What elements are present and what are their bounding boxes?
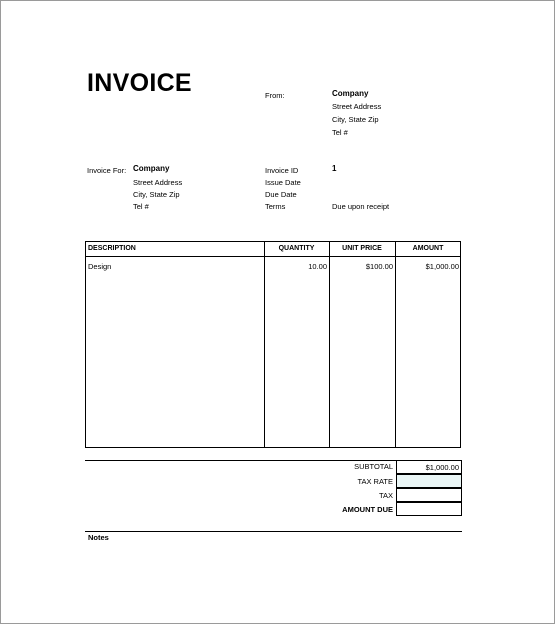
row-amount: $1,000.00 (425, 262, 459, 271)
due-date-label: Due Date (265, 190, 297, 199)
column-divider (264, 242, 265, 447)
row-description: Design (88, 262, 112, 271)
row-quantity: 10.00 (308, 262, 327, 271)
tax-rate-field[interactable] (396, 474, 462, 488)
invoice-title: INVOICE (87, 69, 192, 97)
subtotal-value: $1,000.00 (396, 460, 462, 474)
notes-divider (85, 531, 462, 532)
invoice-id-label: Invoice ID (265, 166, 299, 175)
terms-label: Terms (265, 202, 286, 211)
terms-value: Due upon receipt (332, 202, 390, 211)
from-tel: Tel # (332, 128, 348, 137)
subtotal-label: SUBTOTAL (354, 462, 393, 471)
bill-to-street: Street Address (133, 178, 183, 187)
notes-label: Notes (88, 533, 109, 542)
column-divider (395, 242, 396, 447)
line-items-table (85, 241, 461, 448)
amount-due-label: AMOUNT DUE (342, 505, 393, 514)
bill-to-tel: Tel # (133, 202, 149, 211)
from-label: From: (265, 91, 285, 100)
issue-date-label: Issue Date (265, 178, 301, 187)
tax-value (396, 488, 462, 502)
tax-label: TAX (378, 491, 393, 500)
row-unit-price: $100.00 (365, 262, 393, 271)
invoice-id-value: 1 (332, 164, 337, 173)
header-unit-price: UNIT PRICE (342, 245, 382, 252)
bill-to-company: Company (133, 164, 170, 173)
from-city: City, State Zip (332, 115, 379, 124)
tax-rate-label: TAX RATE (357, 477, 393, 486)
column-divider (329, 242, 330, 447)
from-street: Street Address (332, 102, 382, 111)
header-description: DESCRIPTION (88, 245, 136, 252)
bill-to-city: City, State Zip (133, 190, 180, 199)
amount-due-value (396, 502, 462, 516)
bill-to-label: Invoice For: (87, 166, 127, 175)
from-company: Company (332, 89, 369, 98)
header-amount: AMOUNT (412, 245, 444, 252)
header-divider (86, 256, 460, 257)
header-quantity: QUANTITY (278, 245, 315, 252)
